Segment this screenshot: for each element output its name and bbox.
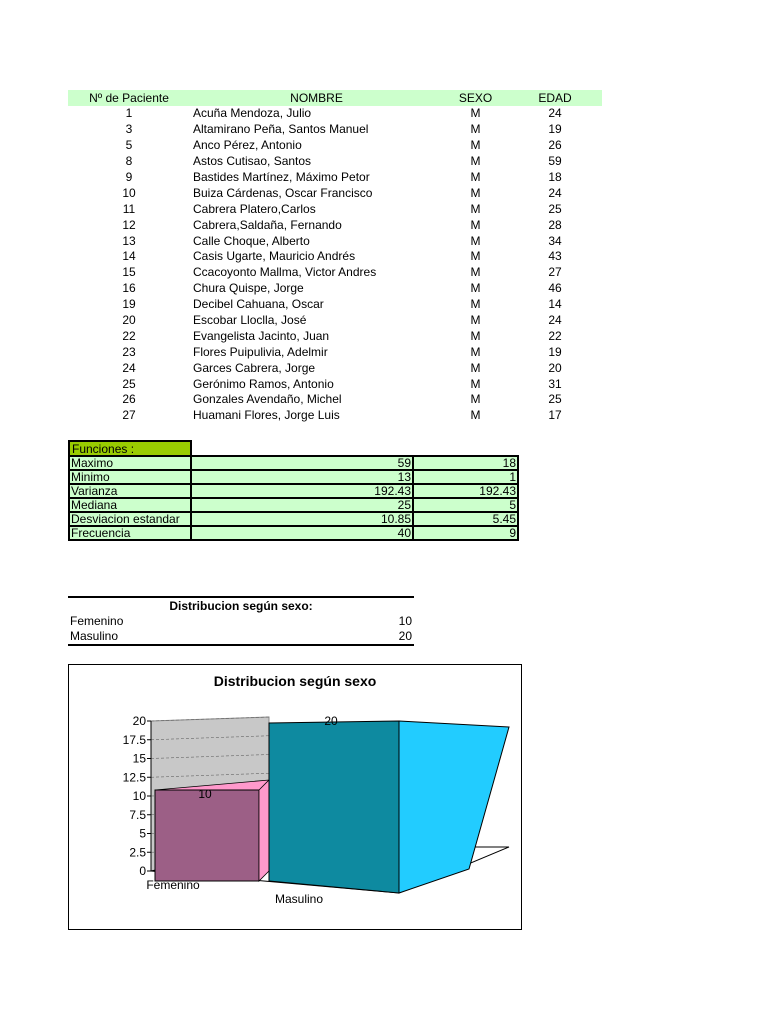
patient-age: 20	[548, 360, 562, 375]
function-label: Maximo	[69, 456, 191, 470]
patient-number: 22	[122, 328, 136, 343]
bar-masulino	[269, 721, 399, 893]
patient-sex: M	[470, 106, 481, 121]
function-label: Mediana	[69, 498, 191, 512]
patient-age: 46	[548, 281, 562, 296]
patient-name: Cabrera,Saldaña, Fernando	[193, 217, 342, 232]
patient-age: 24	[548, 106, 562, 121]
chart-y-tick-label: 15	[132, 751, 146, 766]
patient-age: 17	[548, 408, 562, 423]
chart-y-tick-label: 7.5	[129, 807, 146, 822]
patient-sex: M	[470, 408, 481, 423]
patient-sex: M	[470, 233, 481, 248]
patient-sex: M	[470, 281, 481, 296]
patient-sex: M	[470, 344, 481, 359]
patient-age: 19	[548, 344, 562, 359]
table-row	[68, 185, 602, 201]
function-row	[69, 484, 518, 498]
patient-age: 18	[548, 170, 562, 184]
patient-number: 27	[122, 408, 136, 423]
distribution-value: 10	[398, 614, 412, 628]
distribution-label: Masulino	[70, 629, 119, 643]
patient-number: 25	[122, 376, 136, 391]
function-value-number: 5	[413, 498, 518, 512]
table-row	[68, 344, 602, 360]
patient-number: 9	[125, 170, 133, 184]
table-row	[68, 217, 602, 233]
patient-number: 24	[122, 360, 136, 375]
function-value-age: 13	[191, 470, 413, 484]
patient-age: 14	[548, 297, 562, 312]
patient-sex: M	[470, 249, 481, 264]
distribution-row-masulino	[68, 629, 414, 646]
patient-name: Casis Ugarte, Mauricio Andrés	[193, 249, 356, 264]
bar-femenino	[155, 790, 259, 881]
patient-age: 34	[548, 233, 562, 248]
patient-sex: M	[470, 138, 481, 153]
patient-number: 26	[122, 392, 136, 407]
patient-number: 19	[122, 297, 136, 312]
patient-name: Decibel Cahuana, Oscar	[193, 297, 324, 312]
table-row	[68, 106, 602, 122]
function-row	[69, 526, 518, 540]
function-value-number: 192.43	[413, 484, 518, 498]
patient-number: 11	[122, 201, 136, 216]
patient-age: 43	[548, 249, 562, 264]
chart-data-label: 20	[324, 714, 338, 728]
table-row	[68, 408, 602, 424]
patients-header-row	[68, 90, 602, 106]
table-row	[68, 154, 602, 170]
patient-name: Acuña Mendoza, Julio	[193, 106, 312, 121]
patient-name: Ccacoyonto Mallma, Victor Andres	[193, 265, 377, 280]
patient-name: Bastides Martínez, Máximo Petor	[193, 170, 370, 184]
function-value-age: 59	[191, 456, 413, 470]
patient-number: 8	[125, 154, 133, 169]
chart-title: Distribucion según sexo	[213, 673, 377, 689]
table-row	[68, 122, 602, 138]
patient-name: Altamirano Peña, Santos Manuel	[193, 122, 369, 137]
table-row	[68, 249, 602, 265]
header-name: NOMBRE	[190, 90, 443, 106]
patient-sex: M	[470, 313, 481, 328]
patient-sex: M	[470, 328, 481, 343]
patient-name: Evangelista Jacinto, Juan	[193, 328, 330, 343]
table-row	[68, 281, 602, 297]
patient-name: Huamani Flores, Jorge Luis	[193, 408, 340, 423]
function-row	[69, 512, 518, 526]
table-row	[68, 265, 602, 281]
bar-chart-3d	[69, 665, 521, 929]
patient-name: Astos Cutisao, Santos	[193, 154, 312, 169]
function-label: Varianza	[69, 484, 191, 498]
function-value-number: 1	[413, 470, 518, 484]
distribution-title: Distribucion según sexo:	[68, 596, 414, 614]
patient-sex: M	[470, 217, 481, 232]
patient-name: Calle Choque, Alberto	[193, 233, 310, 248]
patient-age: 22	[548, 328, 562, 343]
patient-number: 15	[122, 265, 136, 280]
header-age: EDAD	[508, 90, 602, 106]
patient-sex: M	[470, 154, 481, 169]
patient-number: 10	[122, 185, 136, 200]
function-row	[69, 456, 518, 470]
patients-table	[68, 90, 602, 424]
patient-name: Gonzales Avendaño, Michel	[193, 392, 342, 407]
table-row	[68, 138, 602, 154]
patient-sex: M	[470, 265, 481, 280]
chart-y-tick-label: 5	[139, 826, 146, 841]
patient-number: 23	[122, 344, 136, 359]
table-row	[68, 233, 602, 249]
patient-number: 20	[122, 313, 136, 328]
patient-number: 13	[122, 233, 136, 248]
patient-age: 24	[548, 313, 562, 328]
patient-sex: M	[470, 297, 481, 312]
function-value-number: 9	[413, 526, 518, 540]
patient-age: 25	[548, 201, 562, 216]
function-value-age: 40	[191, 526, 413, 540]
distribution-label: Femenino	[70, 614, 124, 628]
function-label: Desviacion estandar	[69, 512, 191, 526]
function-label: Frecuencia	[69, 526, 191, 540]
function-value-age: 25	[191, 498, 413, 512]
patient-name: Anco Pérez, Antonio	[193, 138, 302, 153]
patient-age: 59	[548, 154, 562, 169]
chart-y-tick-label: 10	[132, 789, 146, 803]
table-row	[68, 392, 602, 408]
chart-y-tick-label: 17.5	[122, 732, 146, 747]
table-row	[68, 170, 602, 186]
bar-femenino-side	[259, 780, 269, 881]
chart-y-tick-label: 20	[132, 714, 146, 728]
patient-name: Garces Cabrera, Jorge	[193, 360, 316, 375]
patient-name: Gerónimo Ramos, Antonio	[193, 376, 334, 391]
patient-name: Chura Quispe, Jorge	[193, 281, 304, 296]
table-row	[68, 376, 602, 392]
function-value-age: 192.43	[191, 484, 413, 498]
table-row	[68, 360, 602, 376]
patient-sex: M	[470, 201, 481, 216]
patient-sex: M	[470, 392, 481, 407]
chart-y-tick-label: 0	[139, 864, 146, 878]
patient-name: Buiza Cárdenas, Oscar Francisco	[193, 185, 373, 200]
table-row	[68, 328, 602, 344]
table-row	[68, 201, 602, 217]
patient-sex: M	[470, 360, 481, 375]
function-value-age: 10.85	[191, 512, 413, 526]
patient-sex: M	[470, 122, 481, 137]
patient-number: 3	[125, 122, 133, 137]
function-row	[69, 498, 518, 512]
patient-age: 28	[548, 217, 562, 232]
patient-sex: M	[470, 376, 481, 391]
bar-masulino-side	[399, 721, 509, 893]
patient-age: 27	[548, 265, 562, 280]
patient-age: 31	[548, 376, 562, 391]
patient-number: 5	[125, 138, 133, 153]
chart-y-tick-label: 2.5	[129, 845, 146, 860]
patient-name: Escobar Lloclla, José	[193, 313, 307, 328]
patient-number: 14	[122, 249, 136, 264]
function-row	[69, 470, 518, 484]
distribution-table	[68, 596, 414, 646]
chart-area	[68, 664, 522, 930]
functions-table	[68, 455, 519, 541]
patient-age: 25	[548, 392, 562, 407]
function-value-number: 18	[413, 456, 518, 470]
distribution-row-femenino	[68, 614, 414, 629]
chart-data-label: 10	[198, 787, 212, 801]
patient-number: 12	[122, 217, 136, 232]
patient-number: 1	[125, 106, 133, 121]
table-row	[68, 313, 602, 329]
chart-y-tick-label: 12.5	[122, 770, 146, 785]
patient-sex: M	[470, 170, 481, 184]
patient-age: 24	[548, 185, 562, 200]
functions-title: Funciones :	[68, 440, 192, 456]
chart-x-tick-label: Masulino	[274, 892, 324, 906]
distribution-value: 20	[398, 629, 412, 643]
header-patient-number: Nº de Paciente	[68, 90, 190, 106]
table-row	[68, 297, 602, 313]
chart-x-tick-label: Femenino	[146, 878, 200, 892]
patient-sex: M	[470, 185, 481, 200]
patient-number: 16	[122, 281, 136, 296]
function-value-number: 5.45	[413, 512, 518, 526]
patient-age: 19	[548, 122, 562, 137]
patient-name: Cabrera Platero,Carlos	[193, 201, 316, 216]
header-sex: SEXO	[443, 90, 508, 106]
function-label: Minimo	[69, 470, 191, 484]
patient-age: 26	[548, 138, 562, 153]
patient-name: Flores Puipulivia, Adelmir	[193, 344, 328, 359]
